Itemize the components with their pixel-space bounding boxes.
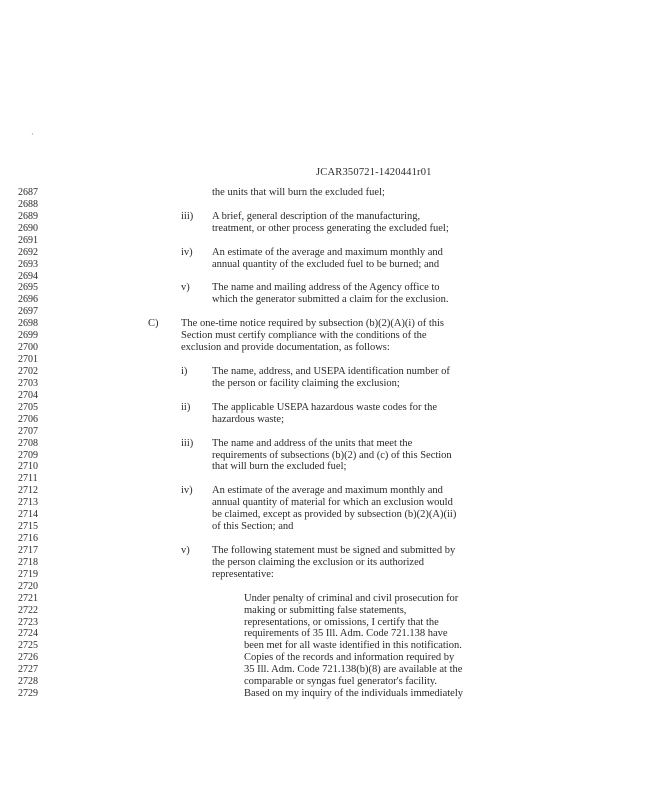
subsection-label: i) [181,365,188,377]
line-text: Under penalty of criminal and civil prosecution for [244,592,459,604]
document-line [0,688,671,700]
document-line [0,282,671,294]
line-number: 2705 [18,401,38,413]
line-number: 2723 [18,616,38,628]
document-line [0,426,671,438]
line-number: 2692 [18,246,38,258]
document-line [0,664,671,676]
subsection-label: ii) [181,401,191,413]
document-line [0,569,671,581]
line-text: Copies of the records and information required by [244,652,455,664]
line-number: 2690 [18,222,38,234]
document-line [0,628,671,640]
document-line [0,509,671,521]
document-line [0,318,671,330]
line-text: requirements of 35 Ill. Adm. Code 721.138 have [244,628,448,640]
document-line [0,271,671,283]
line-number: 2718 [18,556,38,568]
line-text: the units that will burn the excluded fuel; [212,187,385,198]
document-line [0,187,671,199]
line-number: 2719 [18,568,38,580]
line-number: 2712 [18,485,38,497]
subsection-label: C) [148,318,159,330]
document-line [0,533,671,545]
subsection-label: iv) [181,246,193,258]
line-text: 35 Ill. Adm. Code 721.138(b)(8) are available at the [244,664,463,676]
document-line [0,235,671,247]
document-line [0,438,671,450]
document-line [0,390,671,402]
line-text: An estimate of the average and maximum monthly and [212,485,443,497]
line-text: A brief, general description of the manufacturing, [212,210,421,222]
document-line [0,342,671,354]
line-text: annual quantity of material for which an exclusion would [212,497,453,509]
line-text: annual quantity of the excluded fuel to be burned; and [212,258,440,270]
line-number: 2706 [18,413,38,425]
line-number: 2707 [18,425,38,437]
document-line [0,545,671,557]
document-line [0,605,671,617]
document-line [0,294,671,306]
line-text: exclusion and provide documentation, as follows: [181,342,390,354]
line-number: 2716 [18,533,38,544]
line-number: 2717 [18,544,38,556]
line-number: 2697 [18,306,38,318]
document-line [0,330,671,342]
line-number: 2704 [18,389,38,401]
line-text: of this Section; and [212,521,294,532]
line-text: making or submitting false statements, [244,604,407,616]
line-number: 2709 [18,449,38,461]
line-number: 2713 [18,497,38,509]
line-number: 2722 [18,604,38,616]
line-number: 2694 [18,270,38,282]
line-number: 2689 [18,210,38,222]
subsection-label: iii) [181,437,194,449]
line-text: comparable or syngas fuel generator's facility. [244,676,438,688]
document-line [0,581,671,593]
document-line [0,306,671,318]
line-number: 2699 [18,330,38,342]
document-line [0,366,671,378]
document-line [0,450,671,462]
line-number: 2700 [18,342,38,354]
line-text: Based on my inquiry of the individuals immediately [244,688,464,700]
document-header-code: JCAR350721-1420441r01 [316,167,432,178]
document-line [0,497,671,509]
line-number: 2695 [18,282,38,294]
line-number: 2691 [18,234,38,246]
line-text: representative: [212,568,274,580]
line-number: 2703 [18,377,38,389]
document-line [0,199,671,211]
line-number: 2725 [18,640,38,652]
line-text: that will burn the excluded fuel; [212,461,347,473]
line-text: representations, or omissions, I certify that the [244,616,439,628]
line-number: 2702 [18,365,38,377]
document-line [0,617,671,629]
line-text: which the generator submitted a claim for the exclusion. [212,294,449,306]
line-text: Section must certify compliance with the conditions of the [181,330,427,342]
line-text: The name, address, and USEPA identification number of [212,365,450,377]
line-text: The following statement must be signed and submitted by [212,544,456,556]
corner-mark: · [31,130,34,139]
line-text: The name and address of the units that meet the [212,437,413,449]
line-number: 2701 [18,354,38,365]
document-line [0,485,671,497]
line-number: 2693 [18,258,38,270]
line-number: 2724 [18,628,38,640]
line-number: 2727 [18,664,38,676]
document-line [0,652,671,664]
line-number: 2696 [18,294,38,306]
document-line [0,378,671,390]
subsection-label: iv) [181,485,193,497]
document-line [0,557,671,569]
line-text: been met for all waste identified in this notification. [244,640,462,652]
line-text: The applicable USEPA hazardous waste codes for the [212,401,438,413]
document-line [0,593,671,605]
document-line [0,473,671,485]
line-number: 2728 [18,676,38,688]
line-text: the person claiming the exclusion or its authorized [212,556,424,568]
line-number: 2721 [18,592,38,604]
document-line [0,521,671,533]
line-number: 2708 [18,437,38,449]
line-text: be claimed, except as provided by subsection (b)(2)(A)(ii) [212,509,457,521]
line-text: An estimate of the average and maximum monthly and [212,246,443,258]
line-text: hazardous waste; [212,413,285,425]
line-number: 2698 [18,318,38,330]
line-number: 2714 [18,509,38,521]
line-text: The one-time notice required by subsection (b)(2)(A)(i) of this [181,318,444,330]
document-line [0,640,671,652]
line-number: 2715 [18,521,38,532]
line-number: 2726 [18,652,38,664]
line-text: treatment, or other process generating the excluded fuel; [212,222,449,234]
document-line [0,402,671,414]
subsection-label: v) [181,544,190,556]
line-number: 2711 [18,473,38,485]
document-line [0,211,671,223]
document-line [0,259,671,271]
subsection-label: iii) [181,210,194,222]
document-line [0,414,671,426]
line-number: 2710 [18,461,38,473]
line-number: 2729 [18,688,38,700]
document-line [0,354,671,366]
document-line [0,676,671,688]
line-number: 2688 [18,198,38,210]
line-text: the person or facility claiming the exclusion; [212,377,400,389]
document-line [0,247,671,259]
document-line [0,223,671,235]
document-line [0,461,671,473]
line-number: 2720 [18,580,38,592]
line-number: 2687 [18,187,38,198]
line-text: requirements of subsections (b)(2) and (c) of this Section [212,449,452,461]
line-text: The name and mailing address of the Agency office to [212,282,440,294]
subsection-label: v) [181,282,190,294]
